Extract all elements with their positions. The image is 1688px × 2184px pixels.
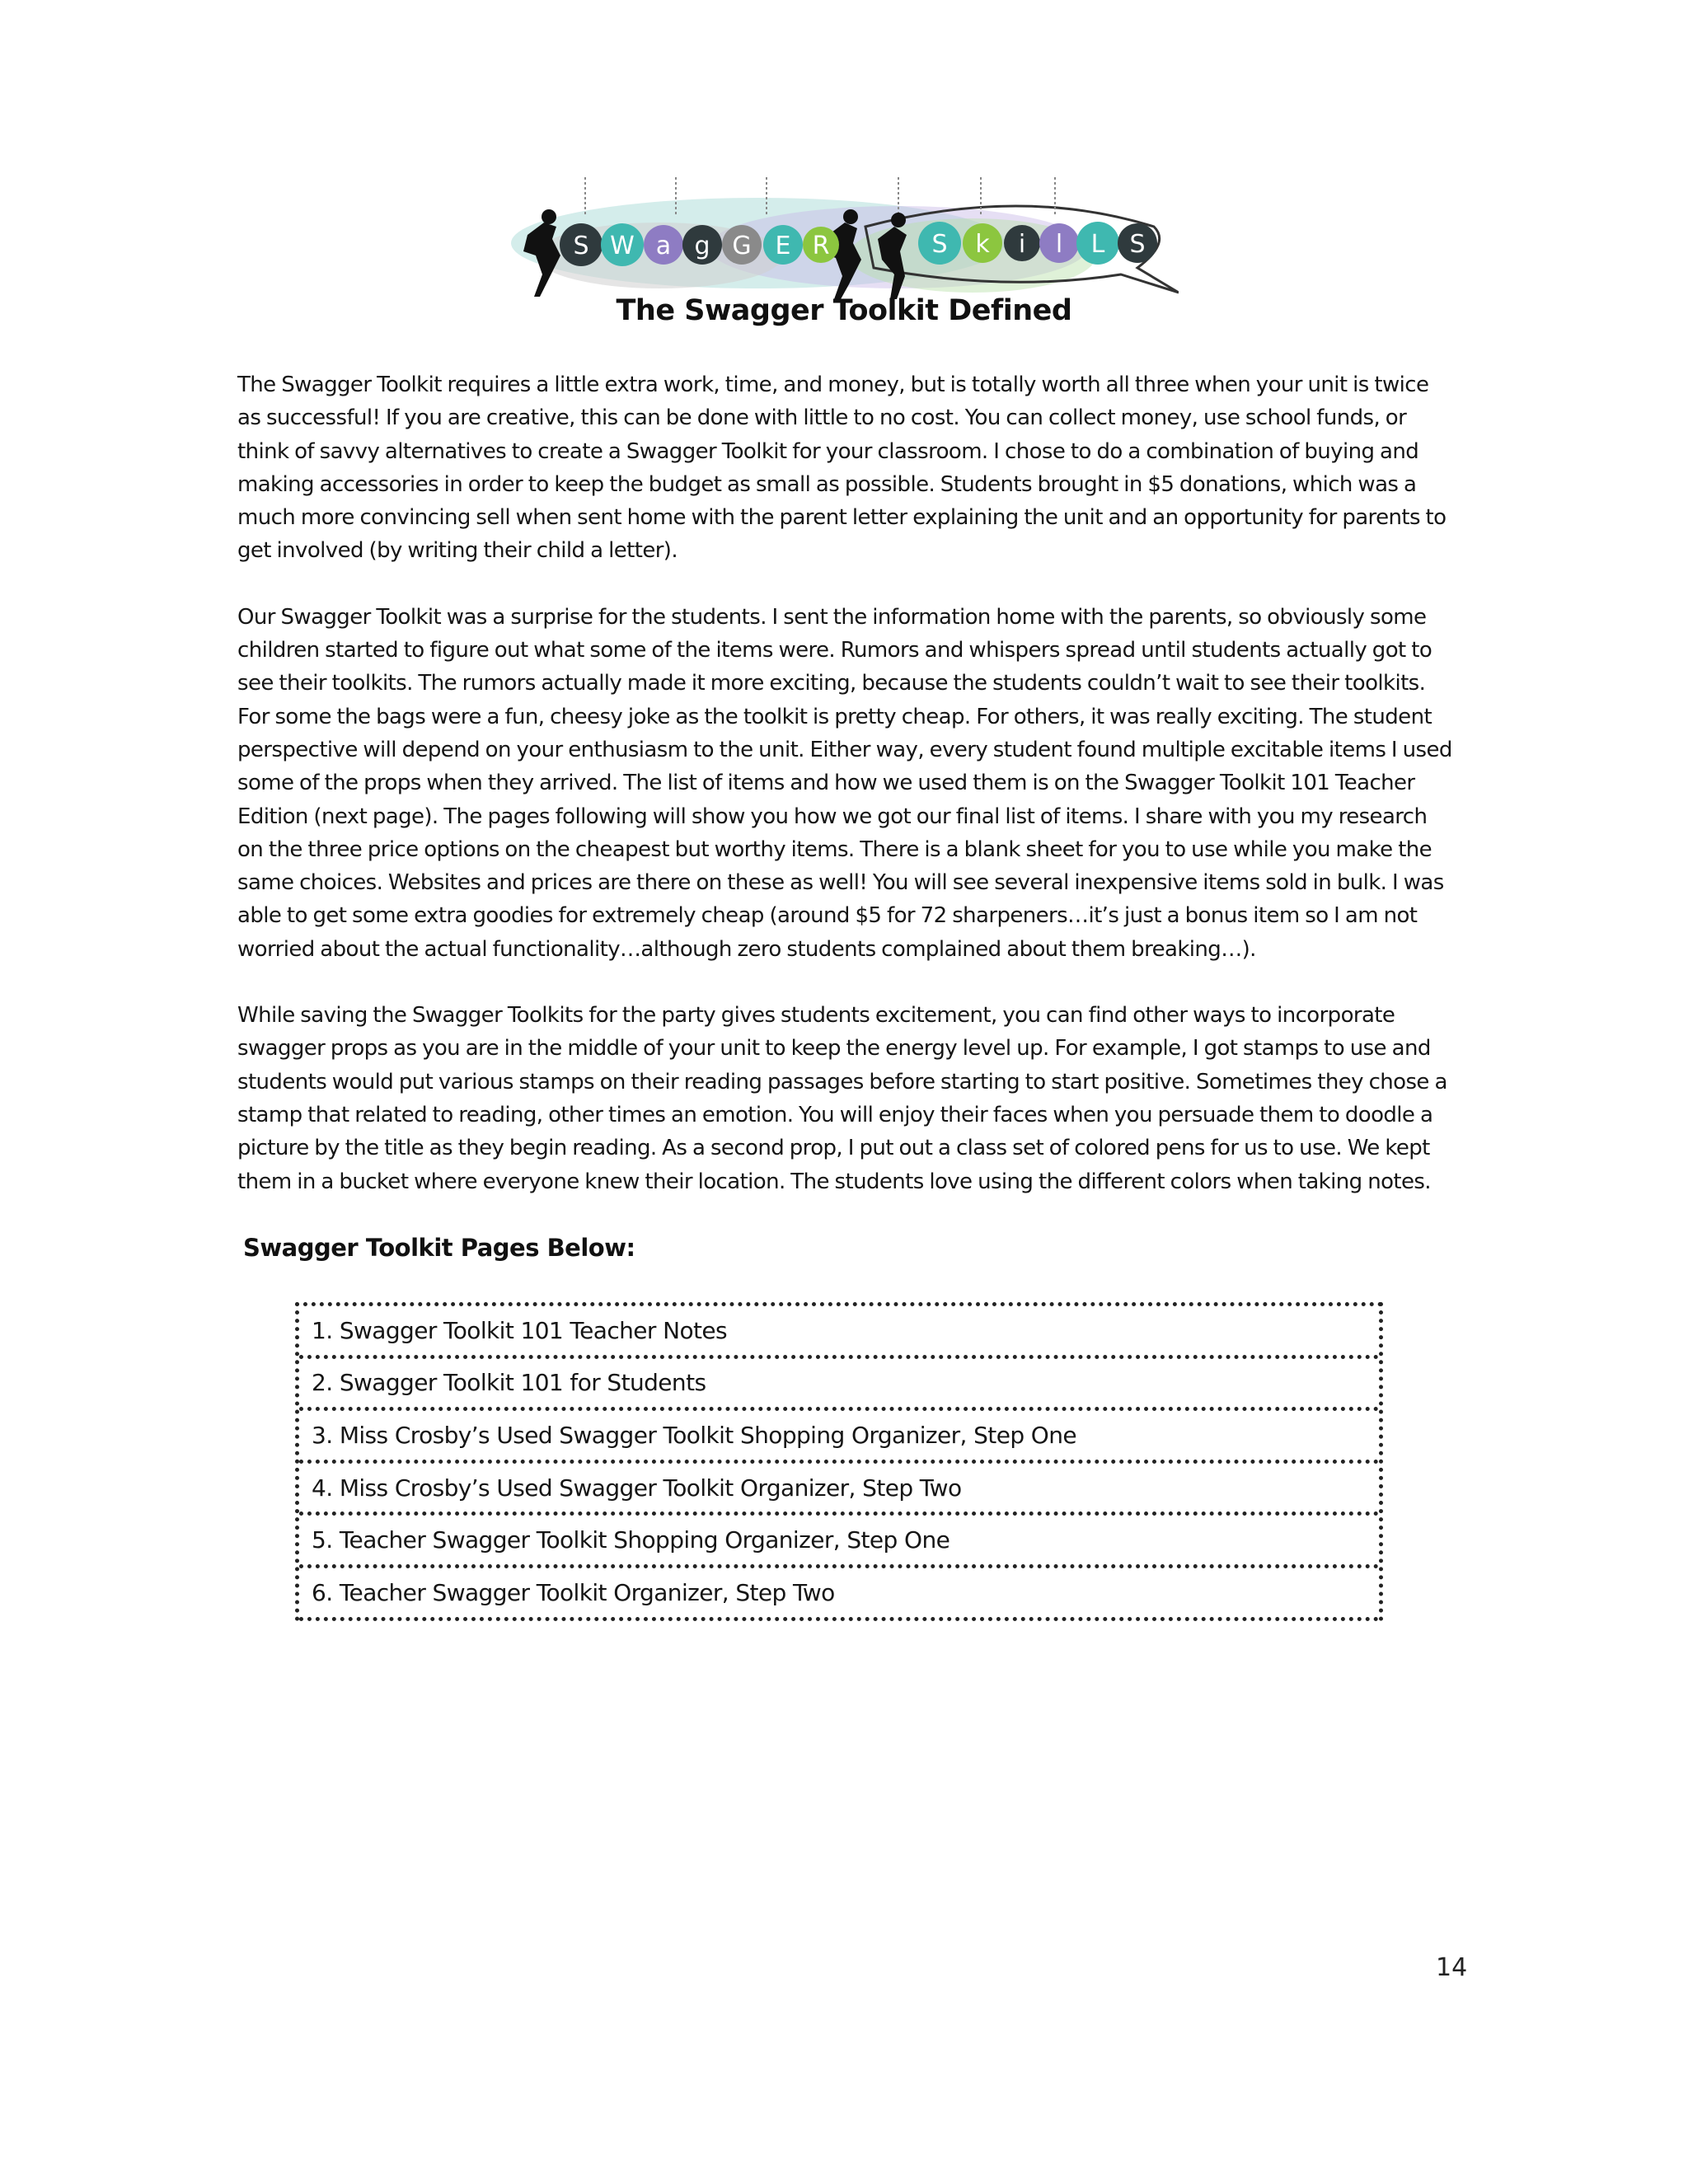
list-item: 5. Teacher Swagger Toolkit Shopping Organizer, Step One <box>299 1516 1379 1568</box>
pages-list-table <box>295 1302 1383 1621</box>
swagger-skills-logo <box>511 177 1179 301</box>
paragraph-surprise: Our Swagger Toolkit was a surprise for the students. I sent the information home with the parents, so obviously some children started to figure out what some of the items were. Rumors and whispers spread until students actually got to see their toolkits. The rumors actually made it more exciting, because the students couldn’t wait to see their toolkits. For some the bags were a fun, cheesy joke as the toolkit is pretty cheap. For others, it was really exciting. The student perspective will depend on your enthusiasm to the unit. Either way, every student found multiple excitable items I used some of the props when they arrived. The list of items and how we used them is on the Swagger Toolkit 101 Teacher Edition (next page). The pages following will show you how we got our final list of items. I share with you my research on the three price options on the cheapest but worthy items. There is a blank sheet for you to use while you make the same choices. Websites and prices are there on these as well! You will see several inexpensive items sold in bulk. I was able to get some extra goodies for extremely cheap (around $5 for 72 sharpeners…it’s just a bonus item so I am not worried about the actual functionality…although zero students complained about them breaking…). <box>237 604 1452 962</box>
svg-text:S: S <box>931 230 948 259</box>
svg-text:l: l <box>1055 230 1063 259</box>
svg-text:k: k <box>975 230 990 259</box>
pages-heading: Swagger Toolkit Pages Below: <box>243 1234 635 1262</box>
svg-text:S: S <box>1129 230 1146 259</box>
svg-text:R: R <box>812 232 830 260</box>
svg-text:W: W <box>610 232 635 260</box>
paragraph-intro: The Swagger Toolkit requires a little extra work, time, and money, but is totally worth all three when your unit is twice as successful! If you are creative, this can be done with little to no cost. You can collect money, use school funds, or think of savvy alternatives to create a Swagger Toolkit for your classroom. I chose to do a combination of buying and making accessories in order to keep the budget as small as possible. Students brought in $5 donations, which was a much more convincing sell when sent home with the parent letter explaining the unit and an opportunity for parents to get involved (by writing their child a letter). <box>237 373 1447 564</box>
svg-text:S: S <box>573 232 589 260</box>
page-title: The Swagger Toolkit Defined <box>616 294 1072 327</box>
paragraph-props: While saving the Swagger Toolkits for the party gives students excitement, you can find other ways to incorporate swagger props as you are in the middle of your unit to keep the energy level up. For example, I got stamps to use and students would put various stamps on their reading passages before starting to start positive. Sometimes they chose a stamp that related to reading, other times an emotion. You will enjoy their faces when you persuade them to doodle a picture by the title as they begin reading. As a second prop, I put out a class set of colored pens for us to use. We kept them in a bucket where everyone knew their location. The students love using the different colors when taking notes. <box>237 1003 1447 1194</box>
list-item: 2. Swagger Toolkit 101 for Students <box>299 1359 1379 1412</box>
list-item: 6. Teacher Swagger Toolkit Organizer, Step Two <box>299 1568 1379 1621</box>
svg-text:G: G <box>732 232 752 260</box>
list-item: 4. Miss Crosby’s Used Swagger Toolkit Organizer, Step Two <box>299 1464 1379 1516</box>
svg-text:E: E <box>775 232 791 260</box>
svg-text:i: i <box>1018 230 1026 259</box>
page-number: 14 <box>1436 1953 1468 1982</box>
svg-text:g: g <box>694 232 710 260</box>
svg-text:a: a <box>655 232 672 260</box>
body-text <box>237 368 1457 1231</box>
list-item: 3. Miss Crosby’s Used Swagger Toolkit Shopping Organizer, Step One <box>299 1411 1379 1464</box>
list-item: 1. Swagger Toolkit 101 Teacher Notes <box>299 1306 1379 1359</box>
svg-text:L: L <box>1090 230 1105 259</box>
